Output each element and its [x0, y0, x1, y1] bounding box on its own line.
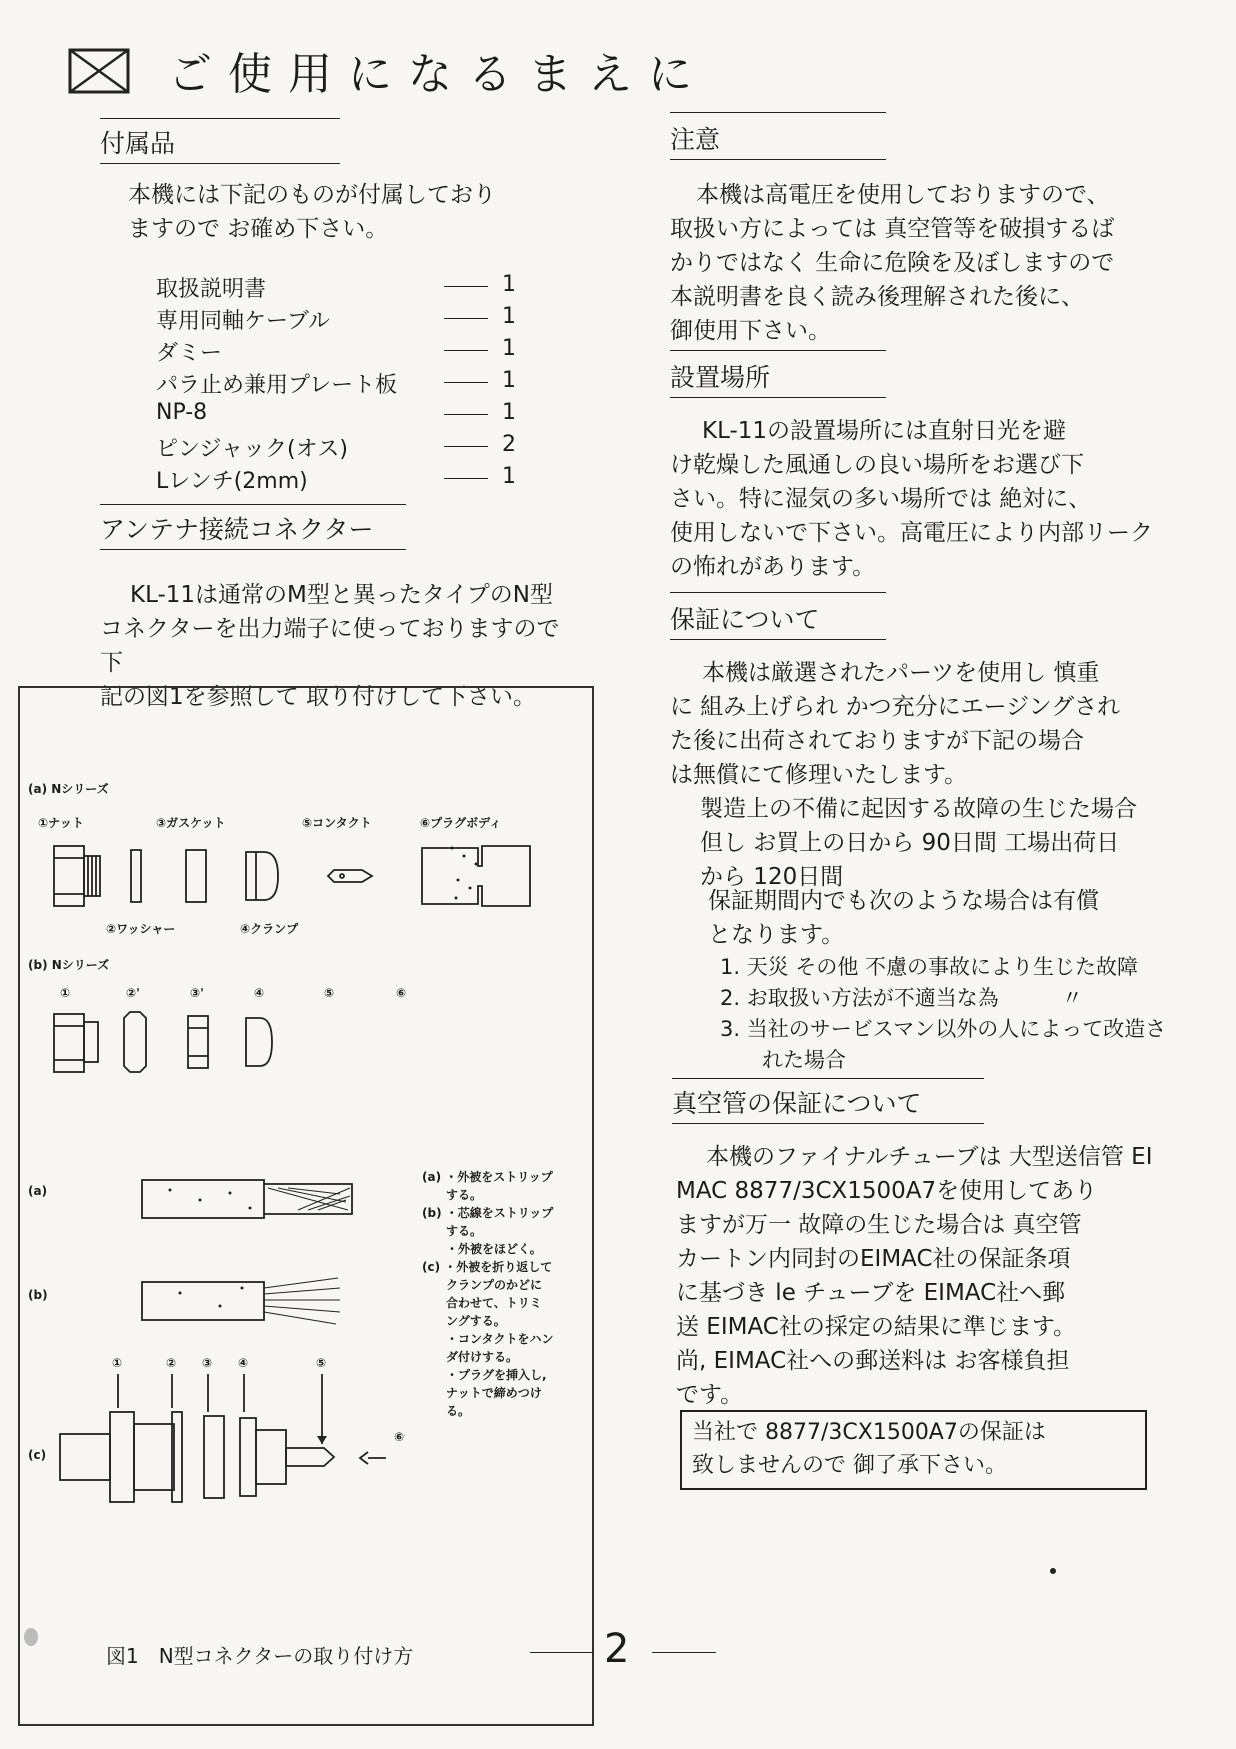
notice-box: [680, 1410, 1147, 1490]
part-number: ②: [166, 1356, 177, 1370]
list-item: ダミー 1: [156, 336, 516, 366]
caution-heading: 注意: [670, 120, 886, 160]
speck: [1050, 1568, 1056, 1574]
accessories-intro: 本機には下記のものが付属しており ますので お確め下さい。: [128, 182, 496, 242]
warranty-cases: 1. 天災 その他 不慮の事故により生じた故障 2. お取扱い方法が不適当な為 〃 3. 当社のサービスマン以外の人によって改造さ れた場合: [720, 955, 1167, 1072]
tube-body: 本機のファイナルチューブは 大型送信管 EI MAC 8877/3CX1500A7を使用してあり ますが万一 故障の生じた場合は 真空管 カートン内同封のEIMAC社の保証条項 に基づき le チューブを EIMAC社へ郵 送 EIMAC社の採定の結果に準じます。 尚, EIMAC社への郵送料は お客様負担 です。: [676, 1144, 1153, 1408]
accessories-heading: 付属品: [100, 124, 340, 164]
list-item: NP-8 1: [156, 400, 516, 425]
list-item: 取扱説明書 1: [156, 272, 516, 302]
figure-notes: (a) ・外被をストリップ する。 (b) ・芯線をストリップ する。 ・外被をほどく。 (c) ・外被を折り返して クランプのかどに 合わせて、トリミ ングする。 ・コンタクトをハン ダ付けする。 ・プラグを挿入し, ナットで締めつけ る。: [422, 1170, 554, 1418]
part-number: ①: [112, 1356, 123, 1370]
row-b-label: (b) Nシリーズ: [28, 958, 110, 972]
checkbox-icon: [68, 48, 130, 94]
list-item: Lレンチ(2mm) 1: [156, 464, 516, 494]
caution-body: 本機は高電圧を使用しておりますので、 取扱い方によっては 真空管等を破損するば かりではなく 生命に危険を及ぼしますので 本説明書を良く読み後理解された後に、 御使用下さい。: [670, 182, 1115, 344]
location-body: KL-11の設置場所には直射日光を避 け乾燥した風通しの良い場所をお選び下 さい。特に湿気の多い場所では 絶対に、 使用しないで下さい。高電圧により内部リーク の怖れがあります。: [670, 418, 1153, 580]
rule-line: [670, 592, 886, 593]
part-label: ②ワッシャー: [106, 922, 176, 936]
page-title: ご使用になるまえに: [168, 49, 708, 100]
warranty-heading: 保証について: [670, 600, 886, 640]
step-label: (a): [28, 1184, 48, 1198]
list-item: パラ止め兼用プレート板 1: [156, 368, 516, 398]
part-label: ⑥プラグボディ: [420, 816, 502, 830]
part-number: ③': [190, 986, 204, 1000]
speck: [24, 1628, 38, 1646]
rule-line: [670, 112, 886, 113]
part-number: ③: [202, 1356, 213, 1370]
part-label: ①ナット: [38, 816, 84, 830]
connector-figure: [18, 686, 594, 1726]
part-number: ④: [238, 1356, 249, 1370]
step-label: (b): [28, 1288, 48, 1302]
page-number: 2: [604, 1626, 630, 1672]
rule-line: [530, 1652, 594, 1653]
list-item: ピンジャック(オス) 2: [156, 432, 516, 462]
part-number: ⑤: [324, 986, 335, 1000]
part-label: ④クランプ: [240, 922, 299, 936]
rule-line: [672, 1078, 984, 1079]
rule-line: [100, 118, 340, 119]
connector-body: KL-11は通常のM型と異ったタイプのN型 コネクターを出力端子に使っておりますので下 記の図1を参照して 取り付けして下さい。: [100, 582, 560, 710]
accessories-list: [156, 272, 526, 496]
row-a-label: (a) Nシリーズ: [28, 782, 109, 796]
rule-line: [100, 504, 406, 505]
part-number: ①: [60, 986, 71, 1000]
part-number: ④: [254, 986, 265, 1000]
rule-line: [652, 1652, 716, 1653]
part-label: ⑤コンタクト: [302, 816, 372, 830]
warranty-body: 本機は厳選されたパーツを使用し 慎重 に 組み上げられ かつ充分にエージングされ た後に出荷されておりますが下記の場合 は無償にて修理いたします。 製造上の不備に起因する故障の生じた場合 但し お買上の日から 90日間 工場出荷日 から 120日間: [670, 660, 1137, 890]
part-label: ③ガスケット: [156, 816, 226, 830]
tube-heading: 真空管の保証について: [672, 1084, 984, 1124]
step-label: (c): [28, 1448, 47, 1462]
rule-line: [670, 350, 886, 351]
list-item: 専用同軸ケーブル 1: [156, 304, 516, 334]
location-heading: 設置場所: [670, 358, 886, 398]
part-number: ⑥: [394, 1430, 405, 1444]
part-number: ②': [126, 986, 140, 1000]
part-number: ⑤: [316, 1356, 327, 1370]
connector-heading: アンテナ接続コネクター: [100, 510, 406, 550]
warranty-paid: 保証期間内でも次のような場合は有償 となります。: [708, 888, 1099, 948]
figure-caption: 図1 N型コネクターの取り付け方: [106, 1644, 414, 1668]
notice-text: 当社で 8877/3CX1500A7の保証は 致しませんので 御了承下さい。: [692, 1420, 1046, 1478]
part-number: ⑥: [396, 986, 407, 1000]
